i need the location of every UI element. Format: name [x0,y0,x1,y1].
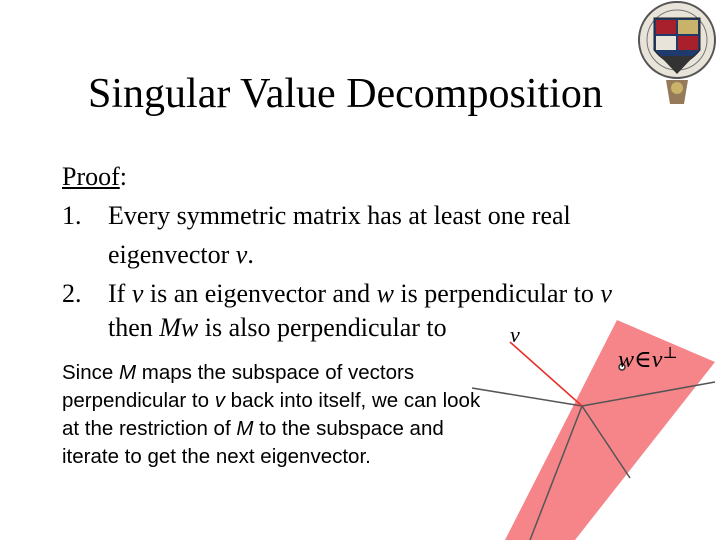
item-2-number: 2. [62,279,82,308]
item-2-line-1: If v is an eigenvector and w is perpendicular to v [108,279,612,308]
var-v: v [600,279,612,308]
perpendicular-plane [505,320,715,540]
proof-heading [62,162,127,192]
vector-v-label: v [510,322,520,347]
item-1-number: 1. [62,201,82,230]
proof-label: Proof [62,162,120,191]
slide-title: Singular Value Decomposition [88,71,603,117]
explanation-paragraph: Since M maps the subspace of vectors perpendicular to v back into itself, we can look at the restriction of M to the subspace and iterate to get the next eigenvector. [62,361,481,468]
var-Mw: Mw [159,313,199,342]
var-w: w [376,279,394,308]
w-in-v-perp-label: w∈v⊥ [618,345,678,373]
proof-colon: : [119,162,128,191]
var-v: v [131,279,144,308]
item-1-line-1: Every symmetric matrix has at least one real [108,201,571,230]
item-1-line-2: eigenvector v. [108,240,254,269]
item-2-line-2: then Mw is also perpendicular to [108,313,447,342]
var-v: v [235,240,248,269]
university-seal-icon [636,0,718,108]
perpendicular-plane-diagram [470,318,720,540]
